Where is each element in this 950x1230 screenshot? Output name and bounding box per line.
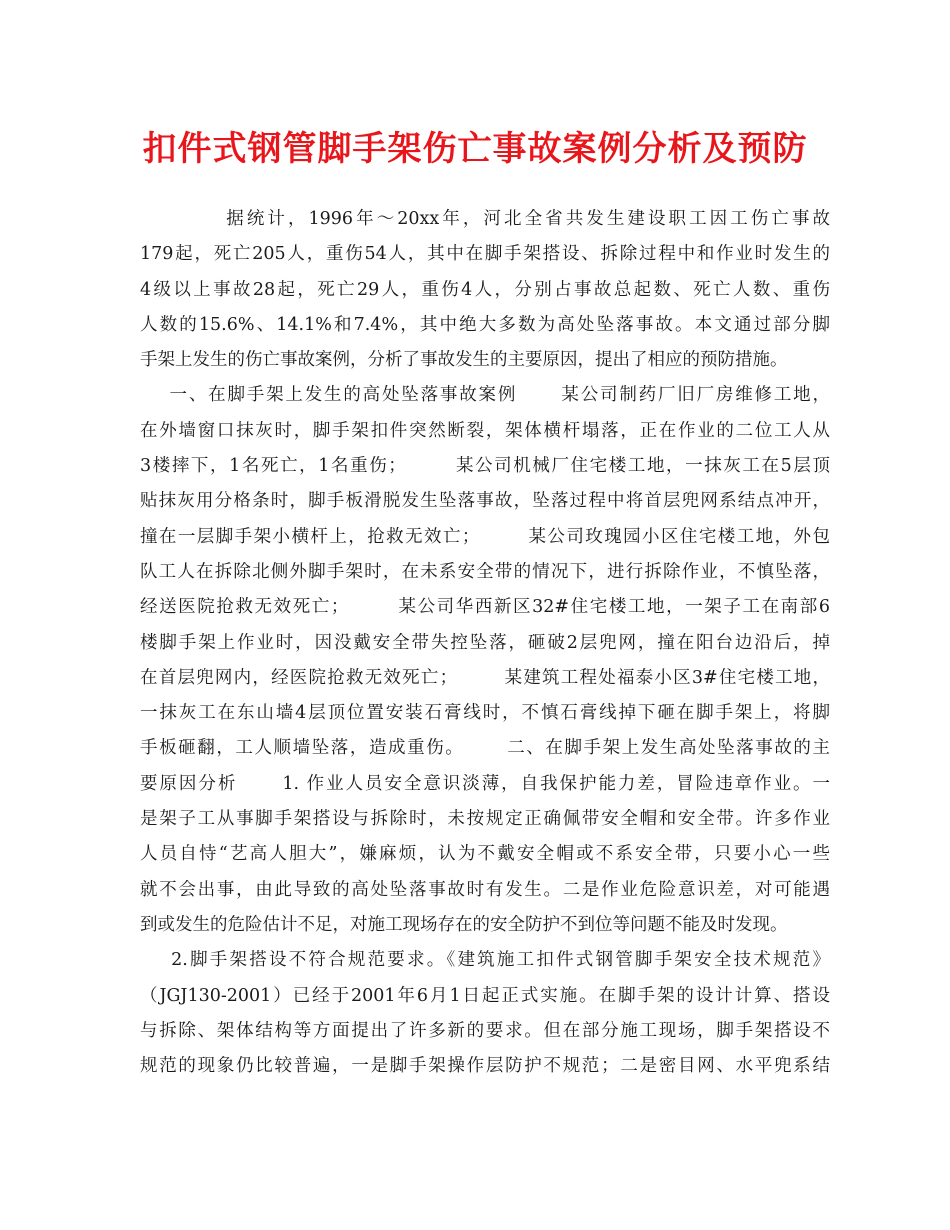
body-line: 要原因分析 1. 作业人员安全意识淡薄，自我保护能力差，冒险违章作业。一 — [140, 773, 830, 794]
body-line: 就不会出事，由此导致的高处坠落事故时有发生。二是作业危险意识差，对可能遇 — [140, 879, 830, 900]
body-line: 人数的15.6%、14.1%和7.4%，其中绝大多数为高处坠落事故。本文通过部分脚 — [140, 314, 830, 335]
body-line: 人员自恃“艺高人胆大”，嫌麻烦，认为不戴安全帽或不系安全带，只要小心一些 — [140, 844, 830, 865]
body-line: 到或发生的危险估计不足，对施工现场存在的安全防护不到位等问题不能及时发现。 — [140, 914, 788, 935]
body-line: 4级以上事故28起，死亡29人，重伤4人，分别占事故总起数、死亡人数、重伤 — [140, 279, 830, 300]
body-line: 队工人在拆除北侧外脚手架时，在未系安全带的情况下，进行拆除作业，不慎坠落， — [140, 561, 830, 582]
body-line: （JGJ130-2001）已经于2001年6月1日起正式实施。在脚手架的设计计算、搭设 — [140, 985, 830, 1006]
body-line: 手板砸翻，工人顺墙坠落，造成重伤。 二、在脚手架上发生高处坠落事故的主 — [140, 738, 830, 759]
body-line: 在外墙窗口抹灰时，脚手架扣件突然断裂，架体横杆塌落，正在作业的二位工人从 — [140, 420, 830, 441]
body-line: 在首层兜网内，经医院抢救无效死亡； 某建筑工程处福泰小区3#住宅楼工地， — [140, 667, 830, 688]
document-body — [140, 202, 830, 1084]
body-line: 3楼摔下，1名死亡，1名重伤； 某公司机械厂住宅楼工地，一抹灰工在5层顶 — [140, 456, 830, 477]
body-line: 规范的现象仍比较普遍，一是脚手架操作层防护不规范；二是密目网、水平兜系结 — [140, 1056, 830, 1077]
body-line: 与拆除、架体结构等方面提出了许多新的要求。但在部分施工现场，脚手架搭设不 — [140, 1020, 830, 1041]
body-line: 179起，死亡205人，重伤54人，其中在脚手架搭设、拆除过程中和作业时发生的 — [140, 244, 830, 265]
body-line: 一抹灰工在东山墙4层顶位置安装石膏线时，不慎石膏线掉下砸在脚手架上，将脚 — [140, 703, 830, 724]
body-line: 经送医院抢救无效死亡； 某公司华西新区32#住宅楼工地，一架子工在南部6 — [140, 597, 830, 618]
body-line: 贴抹灰用分格条时，脚手板滑脱发生坠落事故，坠落过程中将首层兜网系结点冲开， — [140, 491, 830, 512]
body-line: 据统计，1996年～20xx年，河北全省共发生建设职工因工伤亡事故 — [140, 209, 830, 229]
body-line: 是架子工从事脚手架搭设与拆除时，未按规定正确佩带安全帽和安全带。许多作业 — [140, 809, 830, 830]
document-title: 扣件式钢管脚手架伤亡事故案例分析及预防 — [142, 129, 808, 169]
body-line: 撞在一层脚手架小横杆上，抢救无效亡； 某公司玫瑰园小区住宅楼工地，外包 — [140, 526, 830, 547]
body-line: 一、在脚手架上发生的高处坠落事故案例 某公司制药厂旧厂房维修工地， — [140, 385, 830, 406]
body-line: 2.脚手架搭设不符合规范要求。《建筑施工扣件式钢管脚手架安全技术规范》 — [140, 950, 830, 971]
body-line: 手架上发生的伤亡事故案例，分析了事故发生的主要原因，提出了相应的预防措施。 — [140, 350, 788, 371]
body-line: 楼脚手架上作业时，因没戴安全带失控坠落，砸破2层兜网，撞在阳台边沿后，掉 — [140, 632, 830, 653]
